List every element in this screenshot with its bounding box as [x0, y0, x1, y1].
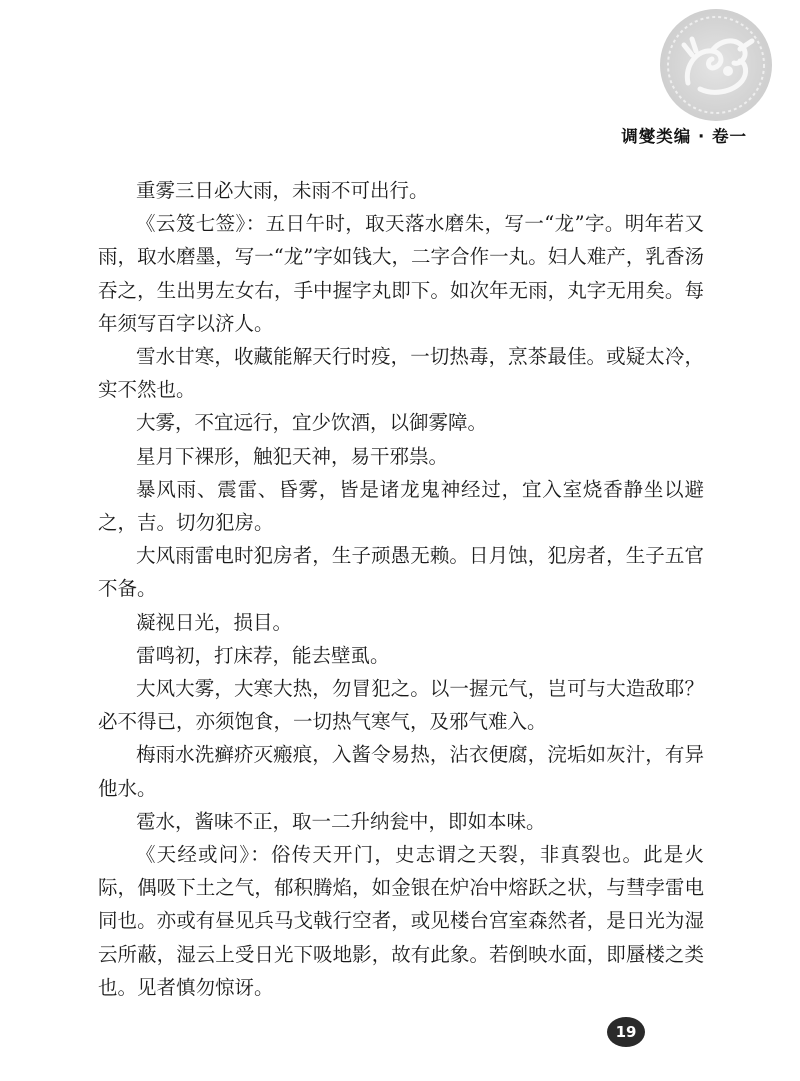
paragraph: 星月下裸形，触犯天神，易干邪祟。: [136, 444, 449, 468]
paragraph: 大雾，不宜远行，宜少饮酒，以御雾障。: [136, 411, 488, 435]
paragraph: 大风大雾，大寒大热，勿冒犯之。以一握元气，岂可与大造敌耶？必不得已，亦须饱食，一切热气寒气，及邪气难入。: [98, 677, 704, 734]
paragraph: 《天经或问》：俗传天开门，史志谓之天裂，非真裂也。此是火际，偶吸下土之气，郁积腾焰，如金银在炉冶中熔跃之状，与彗孛雷电同也。亦或有昼见兵马戈戟行空者，或见楼台宫室森然者，是日光为湿云所蔽，湿云上受日光下吸地影，故有此象。若倒映水面，即蜃楼之类也。见者慎勿惊讶。: [98, 843, 704, 999]
page-number: 19: [615, 1023, 637, 1041]
paragraph: 雷鸣初，打床荐，能去壁虱。: [136, 643, 390, 667]
paragraph: 梅雨水洗癣疥灭瘢痕，入酱令易热，沾衣便腐，浣垢如灰汁，有异他水。: [98, 743, 704, 800]
paragraph: 凝视日光，损目。: [136, 610, 293, 634]
paragraph: 暴风雨、震雷、昏雾，皆是诸龙鬼神经过，宜入室烧香静坐以避之，吉。切勿犯房。: [98, 477, 704, 535]
paragraph: 重雾三日必大雨，未雨不可出行。: [136, 179, 429, 202]
page-number-badge: [607, 1017, 645, 1047]
running-head: 调燮类编 · 卷一: [621, 127, 747, 146]
paragraph: 大风雨雷电时犯房者，生子顽愚无赖。日月蚀，犯房者，生子五官不备。: [98, 544, 704, 601]
paragraph: 雪水甘寒，收藏能解天行时疫，一切热毒，烹茶最佳。或疑太冷，实不然也。: [98, 345, 704, 402]
body-text: [98, 174, 704, 1004]
paragraph: 《云笈七签》：五日午时，取天落水磨朱，写一“龙”字。明年若又雨，取水磨墨，写一“龙”字如钱大，二字合作一丸。妇人难产，乳香汤吞之，生出男左女右，手中握字丸即下。如次年无雨，丸字无用矣。每年须写百字以济人。: [98, 212, 704, 335]
dragon-seal-icon: [640, 5, 788, 127]
paragraph: 雹水，酱味不正，取一二升纳瓮中，即如本味。: [136, 809, 546, 833]
